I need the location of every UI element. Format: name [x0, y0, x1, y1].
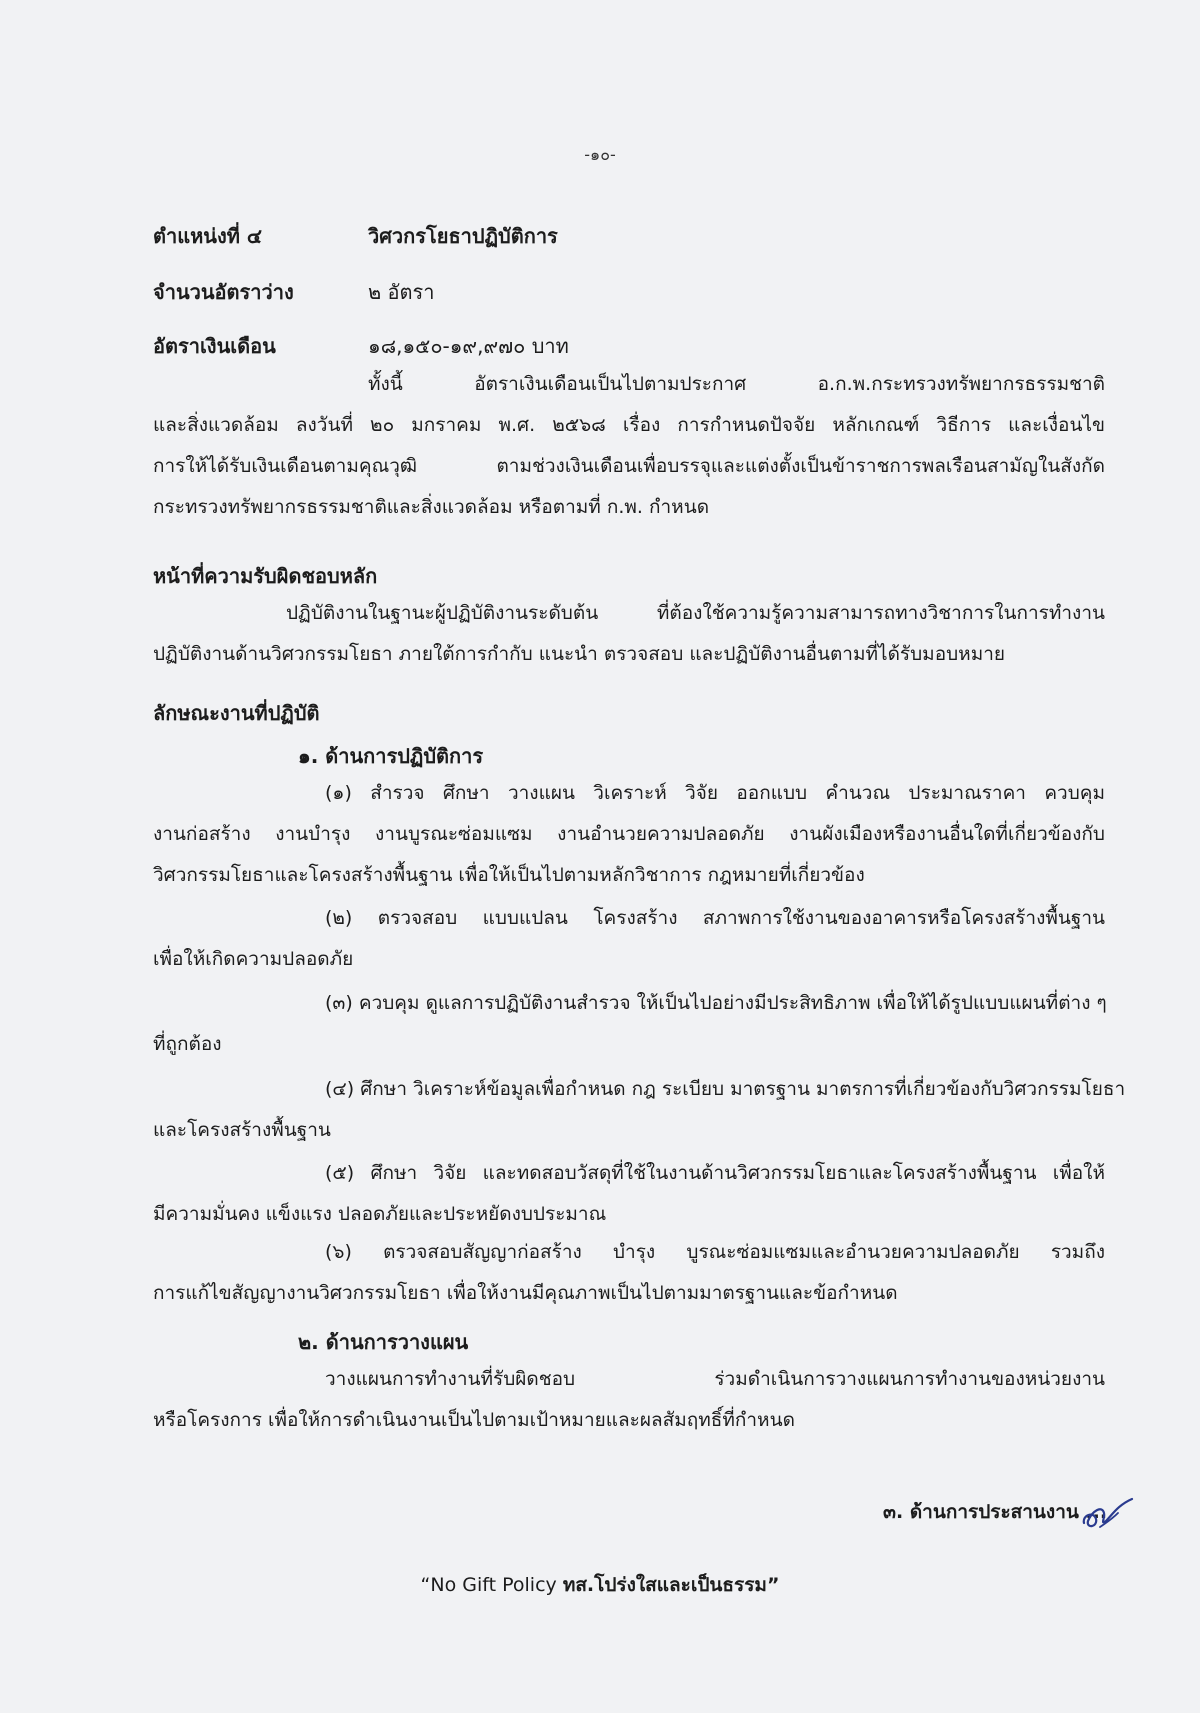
work-item-line: งานก่อสร้าง งานบำรุง งานบูรณะซ่อมแซม งานอำนวยความปลอดภัย งานผังเมืองหรืองานอื่นใดที่เกี่ยวข้องกับ	[153, 823, 1105, 845]
section2-text	[153, 1359, 1105, 1441]
section2-line: วางแผนการทำงานที่รับผิดชอบ ร่วมดำเนินการวางแผนการทำงานของหน่วยงาน	[325, 1368, 1105, 1390]
footer-slogan	[0, 1570, 1200, 1600]
vacancy-value: ๒ อัตรา	[368, 280, 435, 304]
section2-line: หรือโครงการ เพื่อให้การดำเนินงานเป็นไปตามเป้าหมายและผลสัมฤทธิ์ที่กำหนด	[153, 1409, 795, 1431]
work-item-6	[153, 1232, 1105, 1314]
salary-note-line: ทั้งนี้ อัตราเงินเดือนเป็นไปตามประกาศ อ.ก.พ.กระทรวงทรัพยากรธรรมชาติ	[368, 373, 1105, 395]
work-heading: ลักษณะงานที่ปฏิบัติ	[153, 701, 320, 725]
salary-note-line: และสิ่งแวดล้อม ลงวันที่ ๒๐ มกราคม พ.ศ. ๒๕๖๘ เรื่อง การกำหนดปัจจัย หลักเกณฑ์ วิธีการ และเงื่อนไข	[153, 414, 1105, 436]
work-item-line: การแก้ไขสัญญางานวิศวกรรมโยธา เพื่อให้งานมีคุณภาพเป็นไปตามมาตรฐานและข้อกำหนด	[153, 1282, 898, 1304]
duties-heading: หน้าที่ความรับผิดชอบหลัก	[153, 564, 378, 588]
work-item-line: (๑) สำรวจ ศึกษา วางแผน วิเคราะห์ วิจัย ออกแบบ คำนวณ ประมาณราคา ควบคุม	[325, 782, 1105, 804]
vacancy-label: จำนวนอัตราว่าง	[153, 280, 294, 304]
work-item-line: (๔) ศึกษา วิเคราะห์ข้อมูลเพื่อกำหนด กฎ ระเบียบ มาตรฐาน มาตรการที่เกี่ยวข้องกับวิศวกรรมโยธา	[325, 1078, 1126, 1100]
work-item-5	[153, 1153, 1105, 1235]
duties-text	[153, 593, 1105, 675]
work-item-3	[153, 983, 1105, 1065]
work-item-1	[153, 773, 1105, 896]
work-item-2	[153, 898, 1105, 980]
position-label: ตำแหน่งที่ ๔	[153, 224, 263, 248]
work-item-4	[153, 1069, 1126, 1151]
page-number: -๑๐-	[584, 145, 616, 164]
position-value: วิศวกรโยธาปฏิบัติการ	[368, 224, 558, 248]
duties-line: ปฏิบัติงานด้านวิศวกรรมโยธา ภายใต้การกำกับ แนะนำ ตรวจสอบ และปฏิบัติงานอื่นตามที่ได้รับมอบหมาย	[153, 643, 1006, 665]
salary-note-line: กระทรวงทรัพยากรธรรมชาติและสิ่งแวดล้อม หรือตามที่ ก.พ. กำหนด	[153, 496, 710, 518]
work-item-line: เพื่อให้เกิดความปลอดภัย	[153, 948, 354, 970]
duties-line: ปฏิบัติงานในฐานะผู้ปฏิบัติงานระดับต้น ที่ต้องใช้ความรู้ความสามารถทางวิชาการในการทำงาน	[286, 602, 1105, 624]
footer-slogan-th: ทส.โปร่งใสและเป็นธรรม”	[562, 1574, 780, 1596]
salary-label: อัตราเงินเดือน	[153, 334, 276, 358]
section2-heading: ๒. ด้านการวางแผน	[298, 1330, 469, 1354]
work-item-line: (๕) ศึกษา วิจัย และทดสอบวัสดุที่ใช้ในงานด้านวิศวกรรมโยธาและโครงสร้างพื้นฐาน เพื่อให้	[325, 1162, 1105, 1184]
work-item-line: และโครงสร้างพื้นฐาน	[153, 1119, 331, 1141]
work-item-line: (๒) ตรวจสอบ แบบแปลน โครงสร้าง สภาพการใช้งานของอาคารหรือโครงสร้างพื้นฐาน	[325, 907, 1105, 929]
work-item-line: (๖) ตรวจสอบสัญญาก่อสร้าง บำรุง บูรณะซ่อมแซมและอำนวยความปลอดภัย รวมถึง	[325, 1241, 1105, 1263]
footer-slogan-en: “No Gift Policy	[420, 1574, 563, 1596]
continuation-note: ๓. ด้านการประสานงาน ...	[883, 1501, 1108, 1523]
work-item-line: มีความมั่นคง แข็งแรง ปลอดภัยและประหยัดงบประมาณ	[153, 1203, 607, 1225]
section1-heading: ๑. ด้านการปฏิบัติการ	[298, 744, 484, 768]
salary-note	[153, 364, 1105, 528]
salary-value: ๑๘,๑๕๐-๑๙,๙๗๐ บาท	[368, 334, 569, 358]
initials-signature	[1078, 1493, 1138, 1537]
work-item-line: ที่ถูกต้อง	[153, 1033, 222, 1055]
work-item-line: วิศวกรรมโยธาและโครงสร้างพื้นฐาน เพื่อให้เป็นไปตามหลักวิชาการ กฎหมายที่เกี่ยวข้อง	[153, 864, 865, 886]
work-item-line: (๓) ควบคุม ดูแลการปฏิบัติงานสำรวจ ให้เป็นไปอย่างมีประสิทธิภาพ เพื่อให้ได้รูปแบบแผนที่ต่าง ๆ	[325, 992, 1107, 1014]
salary-note-line: การให้ได้รับเงินเดือนตามคุณวุฒิ ตามช่วงเงินเดือนเพื่อบรรจุและแต่งตั้งเป็นข้าราชการพลเรือนสามัญในสังกัด	[153, 455, 1105, 477]
